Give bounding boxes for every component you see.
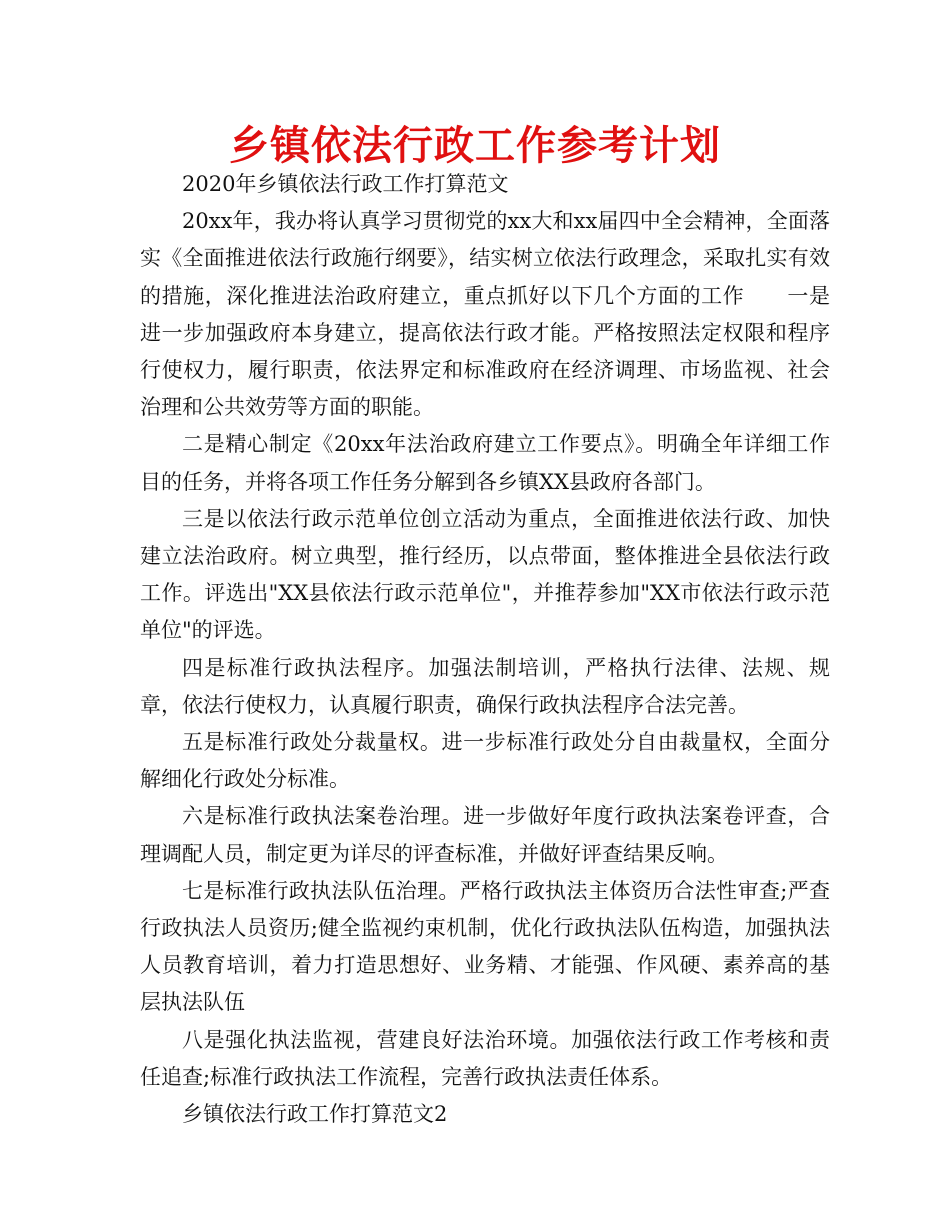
paragraph: 六是标准行政执法案卷治理。进一步做好年度行政执法案卷评查，合理调配人员，制定更为详尽的评查标准，并做好评查结果反响。 xyxy=(140,804,830,866)
section-heading: 乡镇依法行政工作打算范文2 xyxy=(182,1102,448,1127)
paragraph: 四是标准行政执法程序。加强法制培训，严格执行法律、法规、规章，依法行使权力，认真履行职责，确保行政执法程序合法完善。 xyxy=(140,655,830,717)
section-heading: 2020年乡镇依法行政工作打算范文 xyxy=(182,172,509,196)
paragraph: 三是以依法行政示范单位创立活动为重点，全面推进依法行政、加快建立法治政府。树立典型，推行经历，以点带面，整体推进全县依法行政工作。评选出"XX县依法行政示范单位"，并推荐参加"XX市依法行政示范单位"的评选。 xyxy=(140,506,830,643)
paragraph: 八是强化执法监视，营建良好法治环境。加强依法行政工作考核和责任追查;标准行政执法工作流程，完善行政执法责任体系。 xyxy=(140,1027,830,1089)
paragraph: 二是精心制定《20xx年法治政府建立工作要点》。明确全年详细工作目的任务，并将各项工作任务分解到各乡镇XX县政府各部门。 xyxy=(140,432,830,494)
paragraph: 20xx年，我办将认真学习贯彻党的xx大和xx届四中全会精神，全面落实《全面推进依法行政施行纲要》，结实树立依法行政理念，采取扎实有效的措施，深化推进法治政府建立，重点抓好以下几个方面的工作 一是进一步加强政府本身建立，提高依法行政才能。严格按照法定权限和程序行使权力，履行职责，依法界定和标准政府在经济调理、市场监视、社会治理和公共效劳等方面的职能。 xyxy=(140,209,830,420)
document-title: 乡镇依法行政工作参考计划 xyxy=(229,122,721,169)
paragraph: 五是标准行政处分裁量权。进一步标准行政处分自由裁量权，全面分解细化行政处分标准。 xyxy=(140,730,830,792)
paragraph: 七是标准行政执法队伍治理。严格行政执法主体资历合法性审查;严查行政执法人员资历;健全监视约束机制，优化行政执法队伍构造，加强执法人员教育培训，着力打造思想好、业务精、才能强、作风硬、素养高的基层执法队伍 xyxy=(140,878,830,1015)
document-body xyxy=(140,166,830,1133)
